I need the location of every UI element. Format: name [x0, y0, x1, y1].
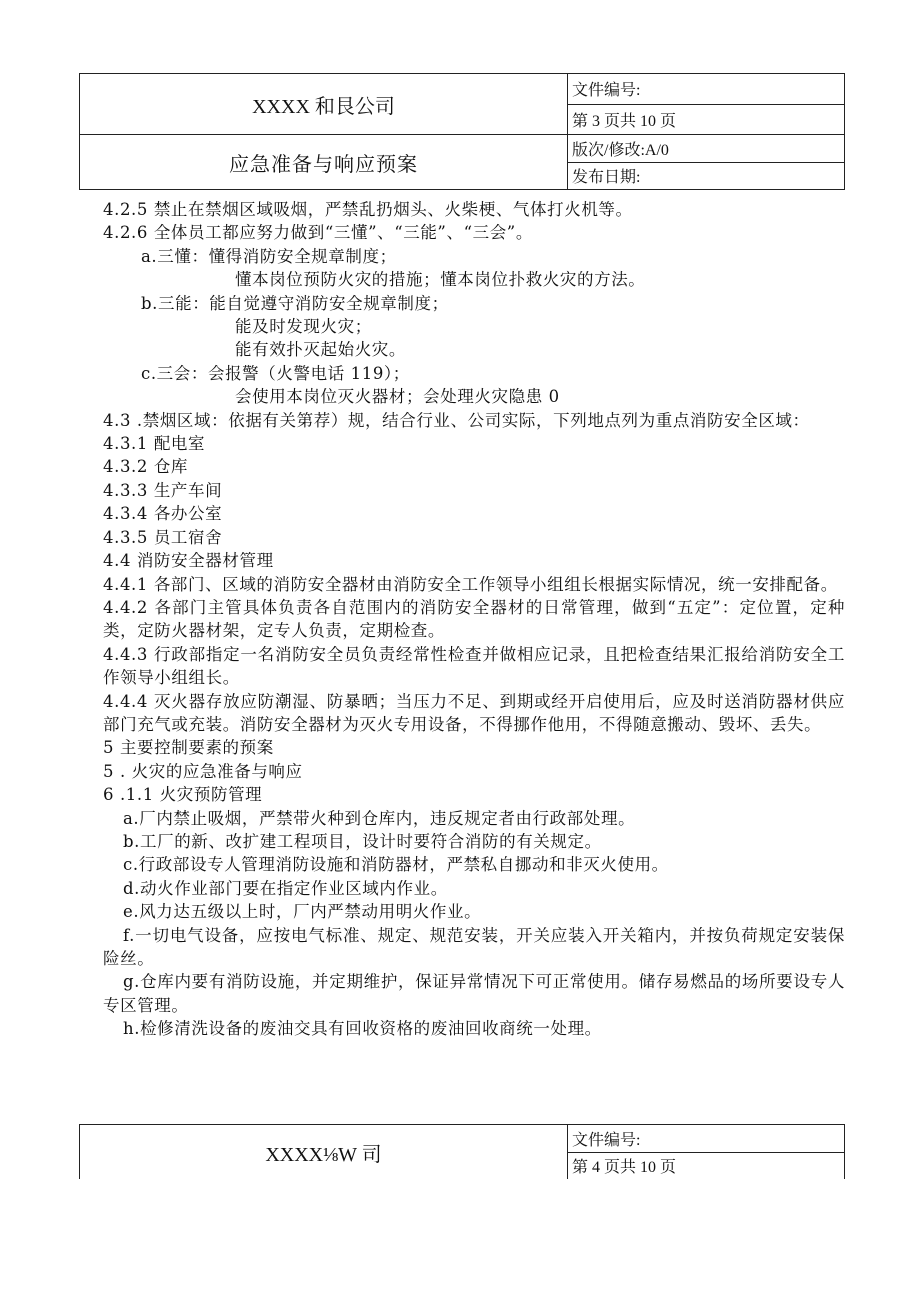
item-b: b.工厂的新、改扩建工程项目，设计时要符合消防的有关规定。	[123, 831, 602, 851]
three-know-cont: 会使用本岗位灭火器材；会处理火灾隐患 0	[235, 387, 560, 407]
publish-date-label: 发布日期:	[568, 162, 845, 190]
clause-4-3-2: 4.3.2 仓库	[103, 457, 189, 477]
section-6-1-1: 6 .1.1 火灾预防管理	[103, 785, 263, 805]
next-page-company-name: XXXX⅛W 司	[80, 1125, 568, 1180]
clause-4-4-4: 4.4.4 灭火器存放应防潮湿、防暴晒；当压力不足、到期或经开启使用后，应及时送消防器材供应部门充气或充装。消防安全器材为灭火专用设备，不得挪作他用，不得随意搬动、毁坏、丢失。	[103, 691, 845, 734]
three-able: b.三能：能自觉遵守消防安全规章制度；	[141, 293, 449, 313]
next-page-header-table	[79, 1124, 845, 1179]
item-c: c.行政部设专人管理消防设施和消防器材，严禁私自挪动和非灭火使用。	[123, 855, 669, 875]
section-5-title: 5 主要控制要素的预案	[103, 738, 274, 758]
clause-4-4-3: 4.4.3 行政部指定一名消防安全员负责经常性检查并做相应记录，且把检查结果汇报给消防安全工作领导小组组长。	[103, 644, 845, 688]
company-name: XXXX 和艮公司	[80, 74, 568, 135]
clause-4-3: 4.3 .禁烟区域：依据有关第荐）规，结合行业、公司实际，下列地点列为重点消防安全区域：	[103, 410, 810, 430]
clause-4-3-1: 4.3.1 配电室	[103, 434, 206, 454]
clause-4-2-6: 4.2.6 全体员工都应努力做到“三懂”、“三能”、“三会”。	[103, 223, 533, 243]
clause-4-4-2: 4.4.2 各部门主管具体负责各自范围内的消防安全器材的日常管理，做到“五定”：定位置，定种类，定防火器材架，定专人负责，定期检查。	[103, 597, 845, 641]
section-5-fire: 5 . 火灾的应急准备与响应	[103, 761, 303, 781]
document-body	[103, 198, 845, 1041]
clause-4-3-4: 4.3.4 各办公室	[103, 504, 223, 524]
version-info: 版次/修改:A/0	[568, 135, 845, 163]
clause-4-4: 4.4 消防安全器材管理	[103, 551, 274, 571]
document-header-table	[79, 73, 845, 190]
next-page-file-number-label: 文件编号:	[568, 1125, 845, 1153]
item-g: g.仓库内要有消防设施，并定期维护，保证异常情况下可正常使用。储存易燃品的场所要设专人专区管理。	[103, 972, 845, 1015]
clause-4-4-1: 4.4.1 各部门、区域的消防安全器材由消防安全工作领导小组组长根据实际情况，统一安排配备。	[103, 574, 838, 594]
item-a: a.厂内禁止吸烟，严禁带火种到仓库内，违反规定者由行政部处理。	[123, 808, 636, 828]
item-d: d.动火作业部门要在指定作业区域内作业。	[123, 878, 448, 898]
item-h: h.检修清洗设备的废油交具有回收资格的废油回收商统一处理。	[123, 1019, 602, 1039]
item-f: f.一切电气设备，应按电气标准、规定、规范安装，开关应装入开关箱内，并按负荷规定安装保险丝。	[103, 925, 845, 968]
clause-4-3-5: 4.3.5 员工宿舍	[103, 527, 223, 547]
file-number-label: 文件编号:	[568, 74, 845, 105]
item-e: e.风力达五级以上时，厂内严禁动用明火作业。	[123, 902, 482, 922]
three-know: c.三会：会报警（火警电话 119）；	[141, 363, 410, 383]
next-page-page-info: 第 4 页共 10 页	[568, 1152, 845, 1179]
page-info: 第 3 页共 10 页	[568, 104, 845, 135]
three-understand-cont: 懂本岗位预防火灾的措施；懂本岗位扑救火灾的方法。	[235, 270, 646, 290]
three-able-cont-1: 能及时发现火灾；	[235, 317, 372, 337]
document-title: 应急准备与响应预案	[80, 135, 568, 190]
three-able-cont-2: 能有效扑灭起始火灾。	[235, 340, 406, 360]
clause-4-2-5: 4.2.5 禁止在禁烟区域吸烟，严禁乱扔烟头、火柴梗、气体打火机等。	[103, 200, 633, 219]
clause-4-3-3: 4.3.3 生产车间	[103, 480, 223, 500]
three-understand: a.三懂：懂得消防安全规章制度；	[141, 246, 397, 266]
